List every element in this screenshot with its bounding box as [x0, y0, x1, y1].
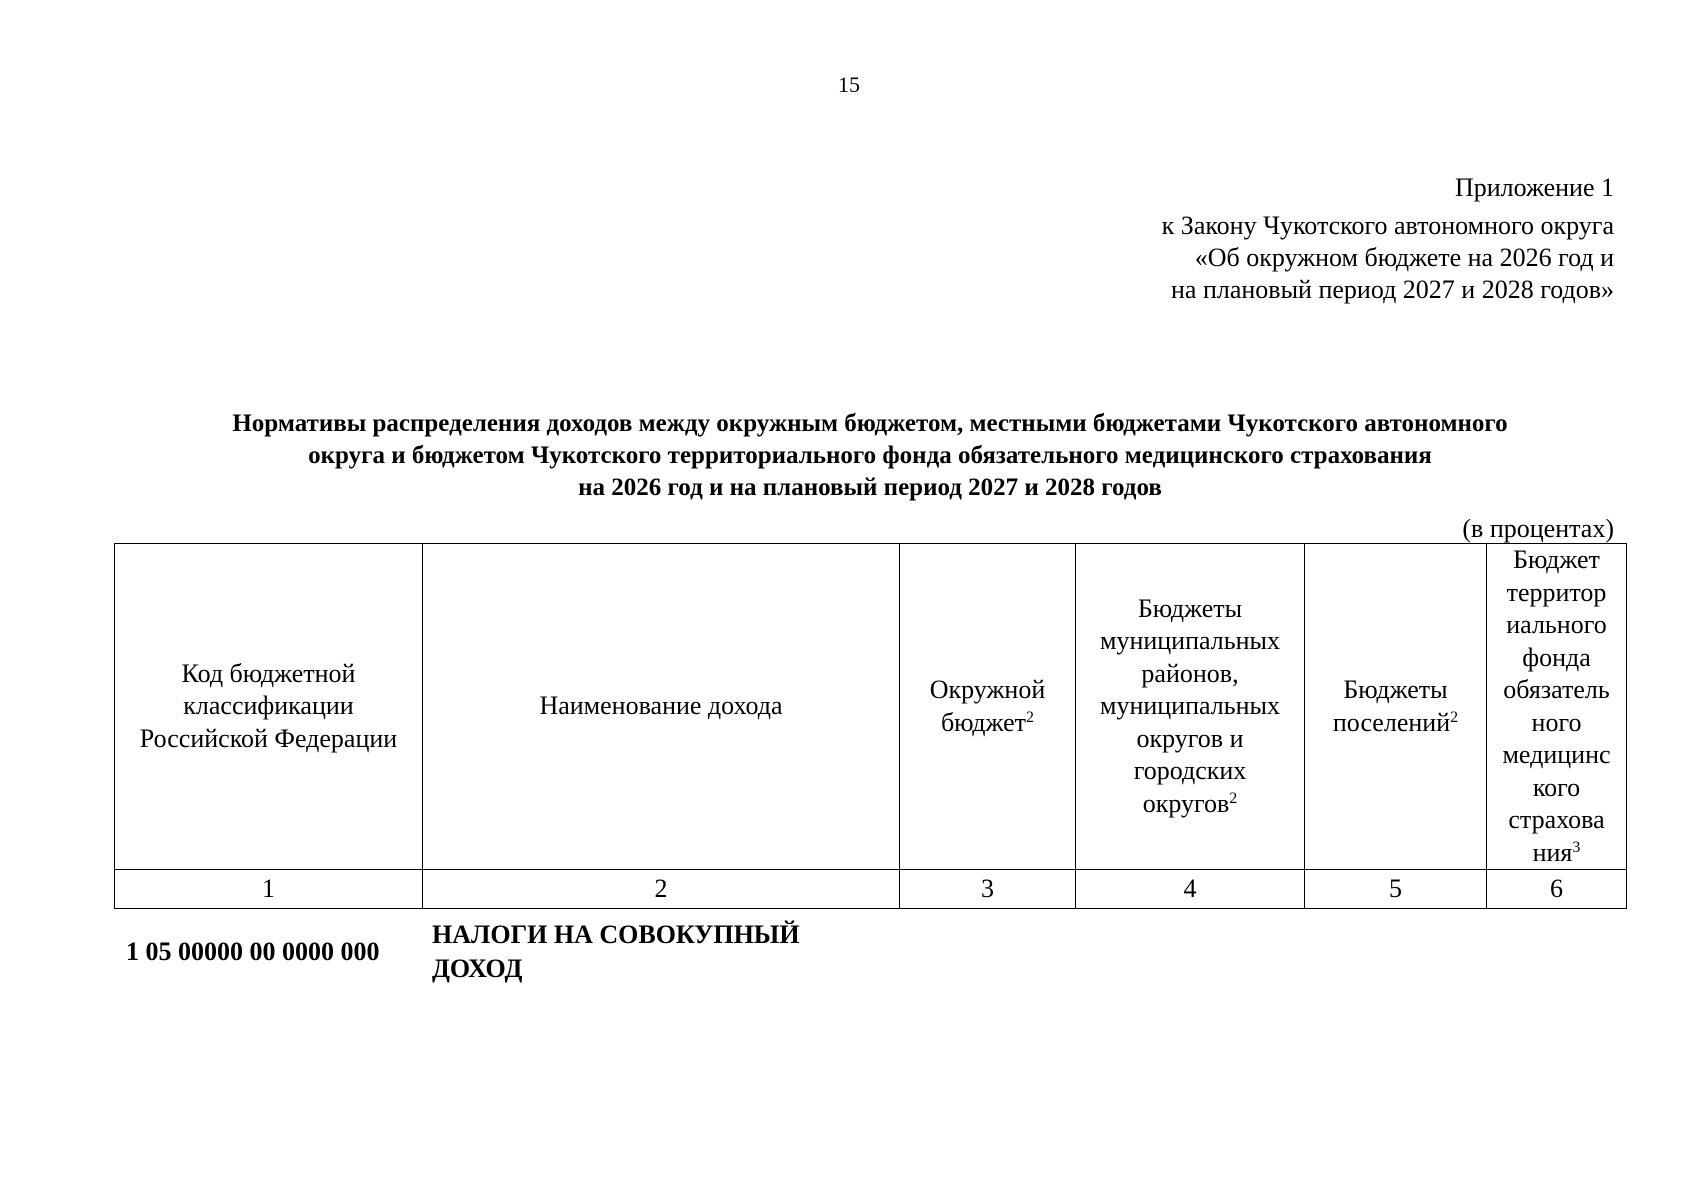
footnote-mark: 2	[1450, 708, 1459, 726]
header-line: медицинс	[1502, 740, 1611, 769]
page-number: 15	[838, 72, 860, 97]
header-line: территор	[1506, 577, 1607, 607]
header-line: кого	[1532, 772, 1581, 802]
appendix-line: на плановый период 2027 и 2028 годов»	[1171, 275, 1614, 304]
appendix-header	[1162, 172, 1614, 306]
header-line: страхова	[1508, 805, 1605, 834]
header-line: муниципальных	[1099, 626, 1280, 656]
section-code: 1 05 00000 00 0000 000	[126, 937, 380, 966]
section-name	[432, 918, 902, 986]
header-line: иального	[1506, 610, 1607, 639]
header-line: Наименование дохода	[539, 691, 783, 721]
header-line: поселений$^2$	[1332, 707, 1459, 737]
column-number: 2	[423, 870, 900, 909]
header-line: ного	[1531, 707, 1582, 737]
header-settlement-budgets	[1305, 544, 1487, 870]
appendix-line: Приложение 1	[1454, 173, 1614, 202]
header-line: бюджет$^2$	[940, 707, 1035, 737]
section-name-line: ДОХОД	[432, 954, 523, 983]
footnote-mark: 2	[1026, 708, 1035, 726]
header-line: муниципальных	[1099, 691, 1280, 721]
header-medical-fund-budget	[1487, 544, 1627, 870]
appendix-line: «Об окружном бюджете на 2026 год и	[1194, 243, 1614, 272]
footnote-mark: 2	[1229, 789, 1238, 807]
title-line: на 2026 год и на плановый период 2027 и 2028 годов	[578, 474, 1162, 501]
column-number: 6	[1487, 870, 1627, 909]
header-line: Бюджет	[1513, 545, 1600, 574]
header-line: ния$^3$	[1532, 837, 1581, 867]
header-line: обязатель	[1503, 675, 1610, 704]
header-line: Бюджеты	[1137, 593, 1243, 623]
title-line: округа и бюджетом Чукотского территориального фонда обязательного медицинского страхования	[308, 442, 1432, 469]
section-name-line: НАЛОГИ НА СОВОКУПНЫЙ	[432, 920, 800, 949]
title-line: Нормативы распределения доходов между окружным бюджетом, местными бюджетами Чукотского автономного	[232, 410, 1508, 437]
column-number: 5	[1305, 870, 1487, 909]
header-line: округов и	[1136, 723, 1244, 753]
header-line: фонда	[1522, 642, 1591, 672]
header-line: городских	[1133, 756, 1247, 786]
header-line: Российской Федерации	[139, 723, 398, 753]
header-line: Код бюджетной	[181, 658, 356, 688]
appendix-line: к Закону Чукотского автономного округа	[1161, 211, 1614, 240]
header-district-budget	[900, 544, 1076, 870]
column-number: 4	[1076, 870, 1305, 909]
column-number-row	[115, 870, 1627, 909]
footnote-mark: 3	[1572, 838, 1581, 856]
header-line: Бюджеты	[1343, 675, 1448, 704]
units-note: (в процентах)	[1462, 514, 1614, 543]
table-header-row	[115, 544, 1627, 870]
document-title	[0, 408, 1698, 504]
header-municipal-budgets	[1076, 544, 1305, 870]
header-line: классификации	[183, 691, 354, 721]
header-income-name	[423, 544, 900, 870]
norms-table	[114, 543, 1627, 909]
header-line: районов,	[1141, 658, 1239, 688]
column-number: 3	[900, 870, 1076, 909]
header-budget-code	[115, 544, 423, 870]
header-line: Окружной	[929, 675, 1046, 704]
column-number: 1	[115, 870, 423, 909]
header-line: округов$^2$	[1142, 788, 1238, 818]
